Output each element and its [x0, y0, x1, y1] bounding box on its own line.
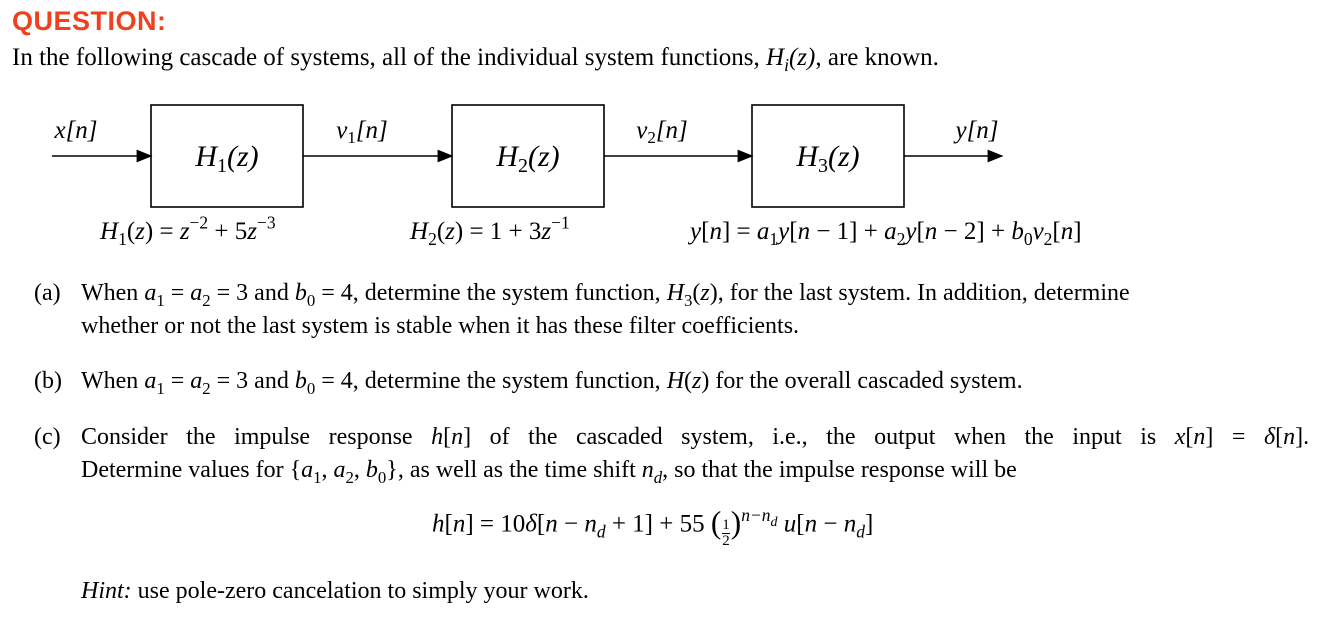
part-a-label: (a): [34, 280, 61, 306]
signal-x-label: x[n]: [54, 117, 98, 144]
part-b-label: (b): [34, 368, 62, 394]
hint: [81, 578, 589, 605]
hint-text: use pole-zero cancelation to simply your work.: [137, 578, 589, 604]
fraction-one-half: $\frac{1}{2}$: [722, 517, 730, 550]
part-c: [34, 424, 1319, 494]
part-b: [34, 368, 1319, 402]
part-a-line2: whether or not the last system is stable when it has these filter coefficients.: [81, 313, 800, 339]
block-h2-label: $H_2(z)$: [496, 140, 560, 177]
question-heading: QUESTION:: [12, 6, 167, 36]
part-b-line1: When $a_1 = a_2 = 3$ and $b_0 = 4$, determine the system function, H(z) for the overall cascaded system.: [81, 368, 1023, 398]
block-h3-label: $H_3(z)$: [796, 140, 860, 177]
equation-h2: $H_2(z) = 1 + 3z^{-1}$: [410, 212, 570, 250]
cascade-block-diagram: [0, 96, 1322, 216]
intro-symbol: $H_i(z)$: [766, 44, 816, 76]
signal-y-label: y[n]: [955, 117, 999, 144]
part-a: [34, 280, 1319, 350]
intro-text-start: In the following cascade of systems, all of the individual system functions,: [12, 44, 767, 71]
part-c-line2: Determine values for {$a_1$, $a_2$, $b_0$}, as well as the time shift $n_d$, so that the impulse response will be: [81, 457, 1017, 487]
part-c-line1: Consider the impulse response h[n] of the cascaded system, i.e., the output when the input is x[n] = δ[n].: [81, 424, 1310, 450]
block-h1-label: $H_1(z)$: [195, 140, 259, 177]
signal-v1-label: $v_1[n]$: [336, 117, 388, 147]
equation-h3: $y[n] = a_1y[n - 1] + a_2y[n - 2] + b_0v_2[n]$: [690, 218, 1082, 250]
intro-text-end: , are known.: [815, 44, 939, 71]
part-a-line1: When $a_1 = a_2 = 3$ and $b_0 = 4$, determine the system function, $H_3(z)$, for the last system. In addition, determine: [81, 280, 1130, 310]
hint-label: Hint:: [81, 578, 132, 604]
signal-v2-label: $v_2[n]$: [636, 117, 688, 147]
impulse-response-formula: $h[n] = 10\delta[n - n_d + 1] + 55$ ( $\frac{1}{2}$ )$^{n-n_d}$ $u[n - n_d]$: [432, 504, 874, 550]
part-c-label: (c): [34, 424, 61, 450]
intro-text: [12, 44, 939, 76]
equation-h1: $H_1(z) = z^{-2} + 5z^{-3}$: [100, 212, 276, 250]
